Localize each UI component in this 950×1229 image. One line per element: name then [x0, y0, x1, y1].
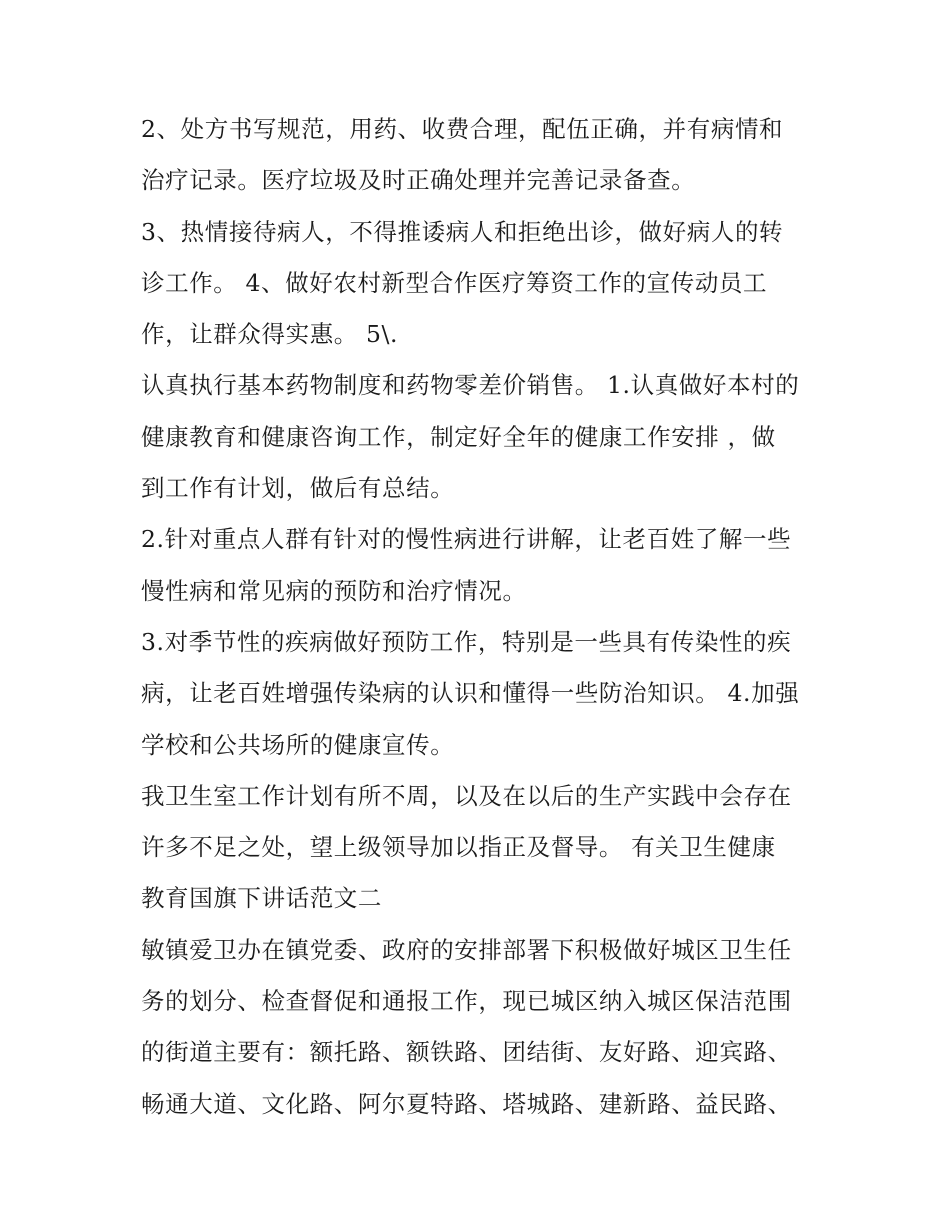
text-line: 我卫生室工作计划有所不周，以及在以后的生产实践中会存在 [141, 781, 792, 810]
text-line: 到工作有计划，做后有总结。 [141, 474, 455, 503]
text-line: 畅通大道、文化路、阿尔夏特路、塔城路、建新路、益民路、 [141, 1089, 792, 1118]
text-line: 3.对季节性的疾病做好预防工作，特别是一些具有传染性的疾 [141, 627, 792, 656]
document-body [141, 104, 821, 1130]
text-line: 健康教育和健康咨询工作，制定好全年的健康工作安排 ，做 [141, 422, 776, 451]
paragraph-conclusion [141, 771, 821, 925]
paragraph-prescription [141, 104, 821, 207]
text-line: 务的划分、检查督促和通报工作，现已城区纳入城区保洁范围 [141, 987, 792, 1016]
text-line: 病，让老百姓增强传染病的认识和懂得一些防治知识。 4.加强 [141, 679, 800, 708]
text-line: 诊工作。 4、做好农村新型合作医疗筹资工作的宣传动员工 [141, 268, 768, 297]
paragraph-chronic-disease [141, 514, 821, 617]
text-line: 2、处方书写规范，用药、收费合理，配伍正确，并有病情和 [141, 115, 784, 143]
paragraph-seasonal-disease [141, 617, 821, 771]
text-line: 作，让群众得实惠。 5\. [141, 320, 399, 349]
text-line: 敏镇爱卫办在镇党委、政府的安排部署下积极做好城区卫生任 [141, 935, 792, 964]
text-line: 学校和公共场所的健康宣传。 [141, 730, 455, 759]
text-line: 2.针对重点人群有针对的慢性病进行讲解，让老百姓了解一些 [141, 525, 792, 554]
text-line: 的街道主要有：额托路、额铁路、团结街、友好路、迎宾路、 [141, 1038, 792, 1067]
text-line: 慢性病和常见病的预防和治疗情况。 [141, 576, 527, 605]
text-line: 认真执行基本药物制度和药物零差价销售。 1.认真做好本村的 [141, 371, 800, 400]
paragraph-essential-drugs [141, 360, 821, 514]
text-line: 3、热情接待病人，不得推诿病人和拒绝出诊，做好病人的转 [141, 217, 784, 246]
text-line: 治疗记录。医疗垃圾及时正确处理并完善记录备查。 [141, 166, 696, 195]
paragraph-patient-reception [141, 207, 821, 361]
text-line: 教育国旗下讲话范文二 [141, 884, 382, 913]
text-line: 许多不足之处，望上级领导加以指正及督导。 有关卫生健康 [141, 833, 776, 862]
paragraph-town-sanitation [141, 925, 821, 1130]
